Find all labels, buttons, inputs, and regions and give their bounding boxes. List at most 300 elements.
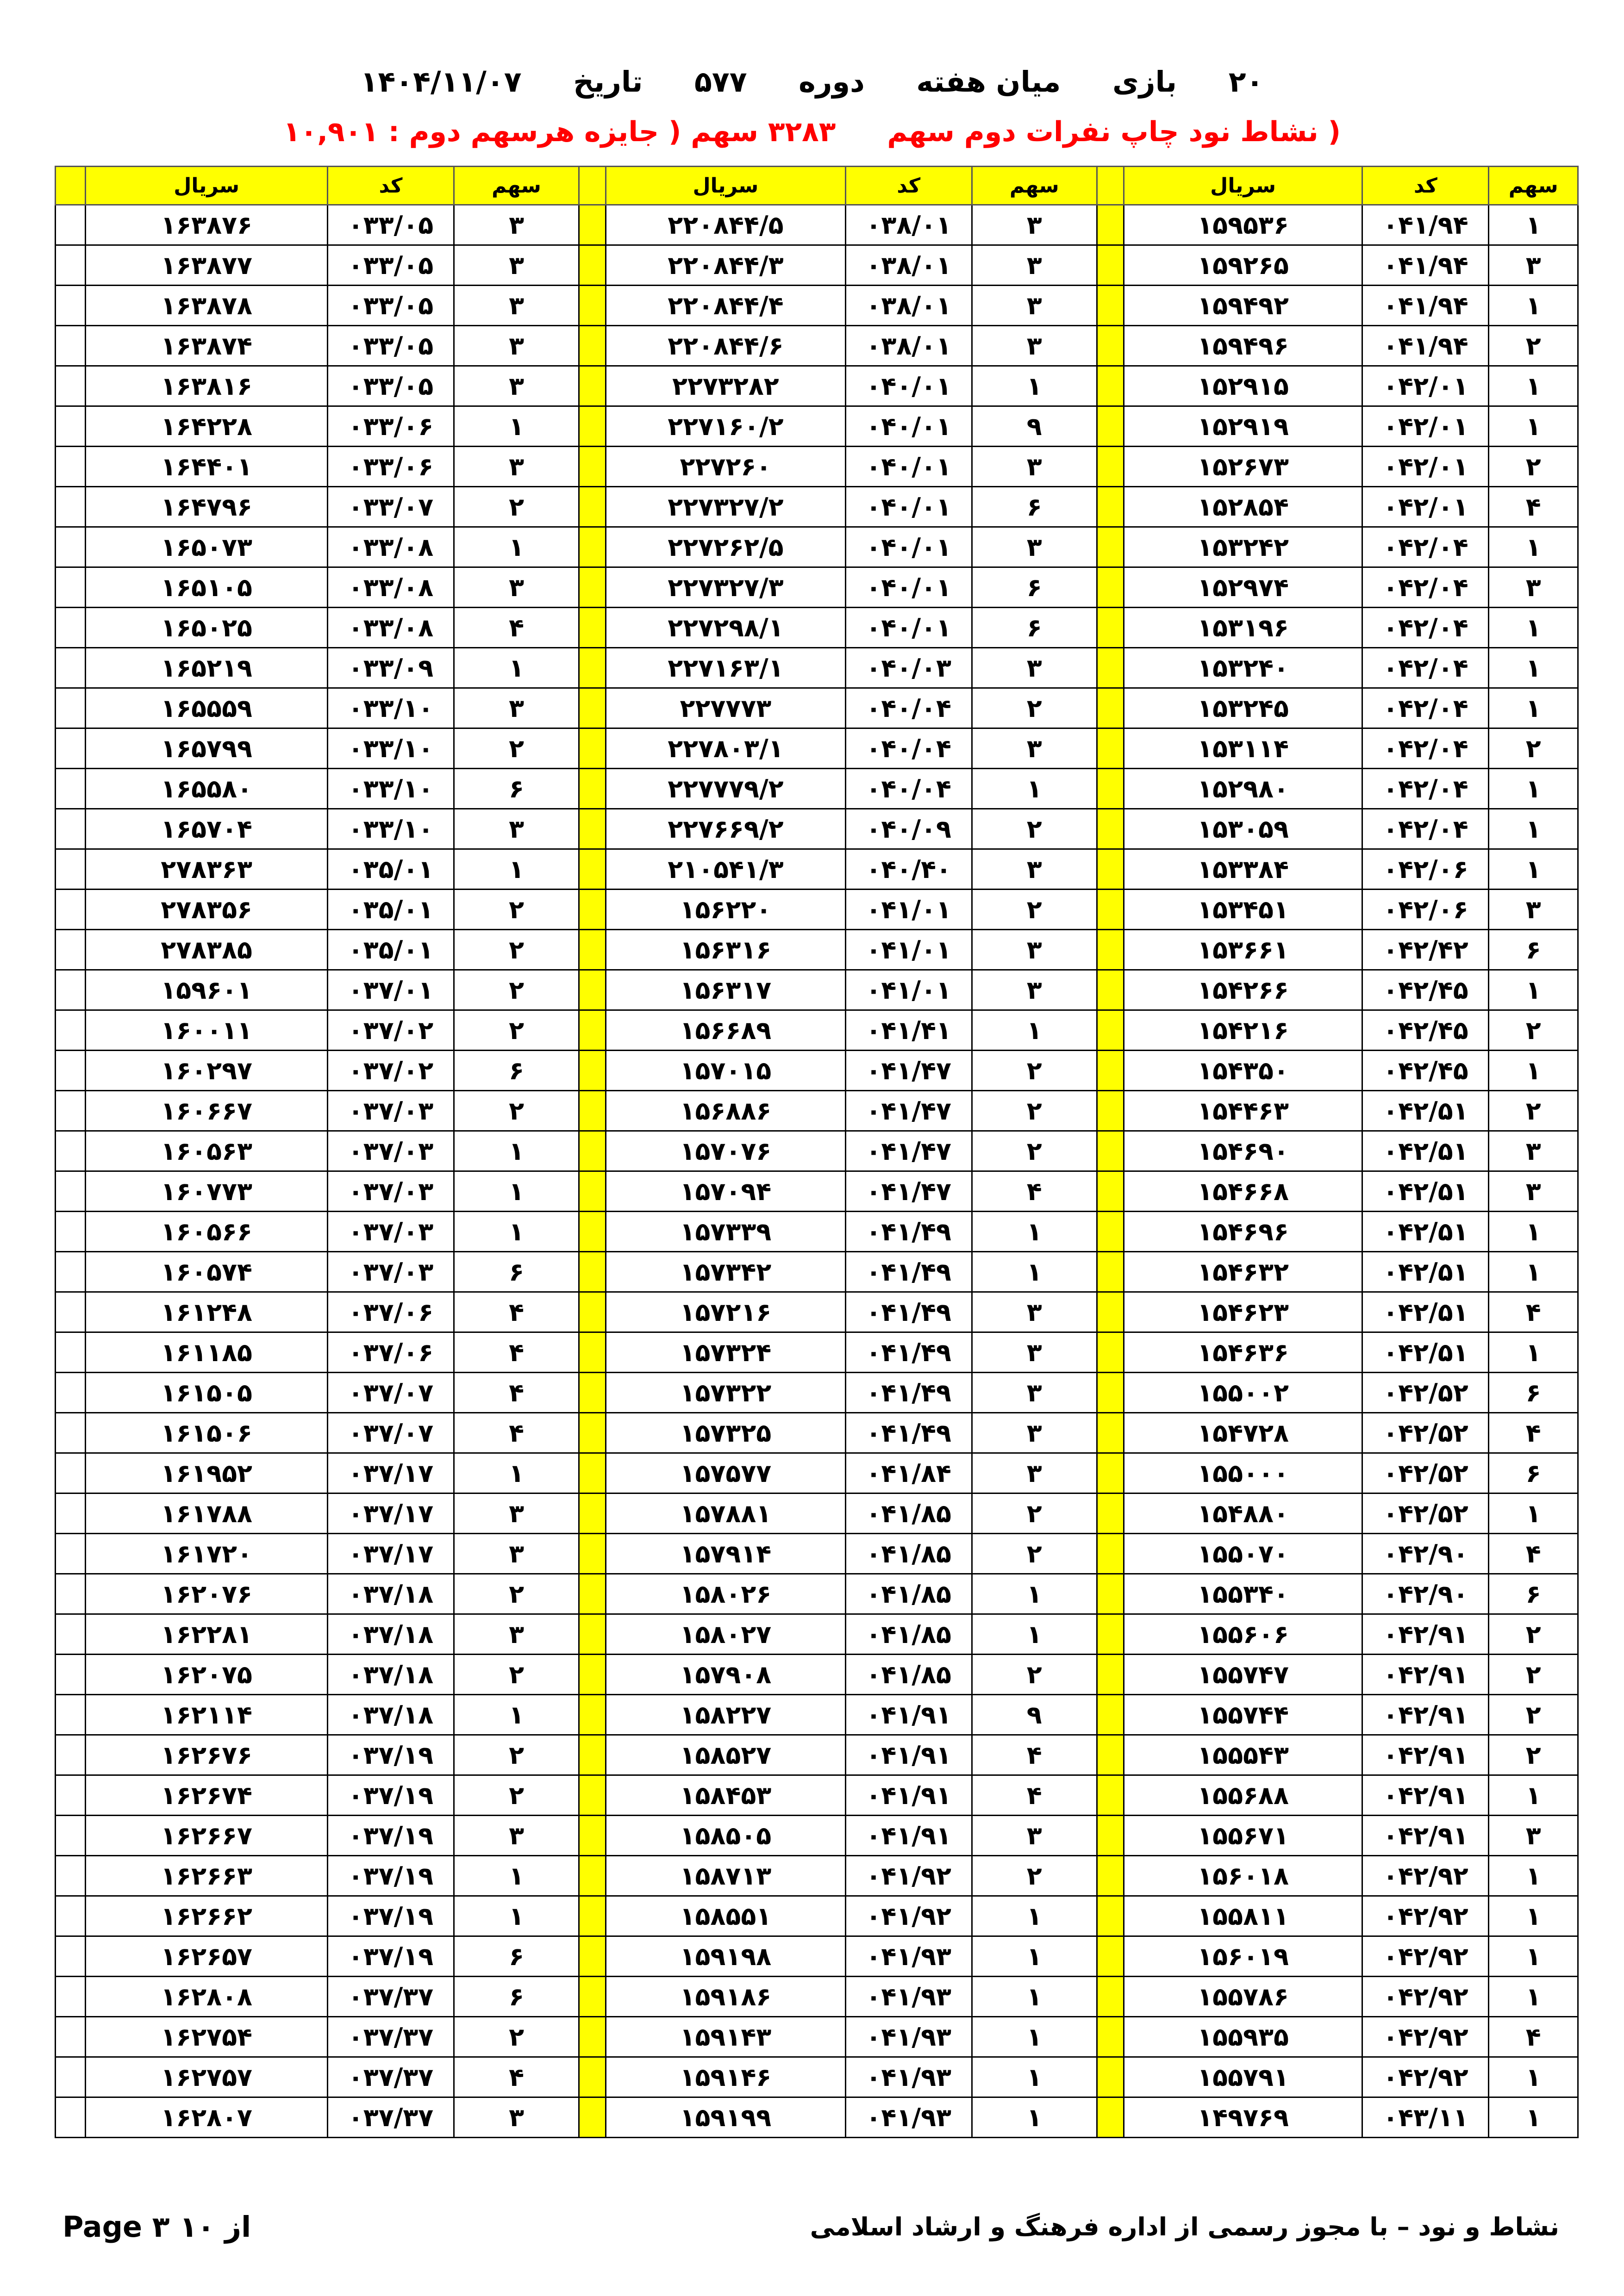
group-separator (579, 728, 606, 769)
table-row (56, 1413, 1578, 1453)
code-cell: ۰۴۲/۰۴ (1362, 608, 1489, 648)
share-cell: ۶ (972, 487, 1097, 527)
code-cell: ۰۴۲/۰۴ (1362, 527, 1489, 567)
group-separator (1097, 1292, 1124, 1332)
share-cell: ۱ (454, 527, 579, 567)
share-cell: ۱ (972, 1936, 1097, 1977)
serial-cell: ۱۵۲۹۷۴ (1124, 567, 1362, 608)
share-cell: ۳ (1489, 1131, 1578, 1171)
serial-cell: ۱۵۵۷۴۴ (1124, 1695, 1362, 1735)
serial-cell: ۲۷۸۳۵۶ (86, 890, 328, 930)
table-row (56, 1373, 1578, 1413)
code-cell: ۰۴۰/۰۹ (845, 809, 972, 849)
code-cell: ۰۴۲/۰۶ (1362, 890, 1489, 930)
date-label: تاریخ (573, 65, 643, 99)
row-spacer (56, 205, 86, 245)
code-cell: ۰۴۲/۹۱ (1362, 1614, 1489, 1655)
row-spacer (56, 1453, 86, 1493)
serial-cell: ۱۵۷۰۹۴ (606, 1171, 846, 1212)
table-header-row (56, 167, 1578, 205)
row-spacer (56, 970, 86, 1010)
serial-cell: ۱۵۷۳۲۵ (606, 1413, 846, 1453)
group-separator (579, 487, 606, 527)
share-cell: ۴ (1489, 1534, 1578, 1574)
code-cell: ۰۳۸/۰۱ (845, 205, 972, 245)
group-separator (1097, 1816, 1124, 1856)
serial-cell: ۱۵۶۸۸۶ (606, 1091, 846, 1131)
serial-cell: ۱۵۵۶۷۱ (1124, 1816, 1362, 1856)
code-cell: ۰۳۳/۰۶ (327, 406, 454, 447)
share-cell: ۳ (454, 688, 579, 728)
group-separator (1097, 1534, 1124, 1574)
row-spacer (56, 1252, 86, 1292)
share-cell: ۳ (454, 286, 579, 326)
code-cell: ۰۴۱/۹۱ (845, 1735, 972, 1775)
share-cell: ۴ (454, 1292, 579, 1332)
share-cell: ۳ (454, 447, 579, 487)
share-cell: ۱ (1489, 2097, 1578, 2138)
code-cell: ۰۳۳/۱۰ (327, 769, 454, 809)
table-row (56, 648, 1578, 688)
serial-cell: ۱۶۱۵۰۵ (86, 1373, 328, 1413)
share-cell: ۳ (1489, 567, 1578, 608)
group-separator (579, 1655, 606, 1695)
group-separator (1097, 849, 1124, 890)
code-cell: ۰۳۷/۱۹ (327, 1896, 454, 1936)
row-spacer (56, 1131, 86, 1171)
code-cell: ۰۴۲/۹۲ (1362, 1977, 1489, 2017)
group-separator (579, 1574, 606, 1614)
code-cell: ۰۴۱/۸۵ (845, 1614, 972, 1655)
group-separator (579, 2057, 606, 2097)
share-cell: ۲ (1489, 326, 1578, 366)
share-cell: ۶ (454, 1051, 579, 1091)
table-row (56, 1212, 1578, 1252)
code-cell: ۰۳۷/۳۷ (327, 2097, 454, 2138)
code-cell: ۰۴۰/۰۳ (845, 648, 972, 688)
share-cell: ۱ (1489, 527, 1578, 567)
share-cell: ۳ (972, 286, 1097, 326)
row-spacer (56, 1010, 86, 1051)
serial-cell: ۱۵۹۱۸۶ (606, 1977, 846, 2017)
code-cell: ۰۴۰/۰۱ (845, 406, 972, 447)
row-spacer (56, 1292, 86, 1332)
share-cell: ۱ (1489, 1775, 1578, 1816)
col-header-share: سهم (972, 167, 1097, 205)
code-cell: ۰۴۲/۰۴ (1362, 688, 1489, 728)
share-cell: ۱ (1489, 1977, 1578, 2017)
share-cell: ۱ (454, 849, 579, 890)
group-separator (1097, 608, 1124, 648)
serial-cell: ۱۵۷۵۷۷ (606, 1453, 846, 1493)
code-cell: ۰۴۰/۰۴ (845, 688, 972, 728)
table-row (56, 1252, 1578, 1292)
code-cell: ۰۴۰/۰۴ (845, 769, 972, 809)
code-cell: ۰۴۱/۴۷ (845, 1091, 972, 1131)
code-cell: ۰۴۰/۰۱ (845, 366, 972, 406)
game-label: بازی (1112, 65, 1177, 99)
share-cell: ۱ (454, 1453, 579, 1493)
code-cell: ۰۴۱/۹۱ (845, 1775, 972, 1816)
serial-cell: ۱۵۳۲۴۲ (1124, 527, 1362, 567)
share-cell: ۲ (972, 1856, 1097, 1896)
code-cell: ۰۳۷/۱۹ (327, 1775, 454, 1816)
group-separator (579, 1373, 606, 1413)
group-separator (1097, 1574, 1124, 1614)
code-cell: ۰۴۲/۹۱ (1362, 1775, 1489, 1816)
code-cell: ۰۴۲/۵۱ (1362, 1292, 1489, 1332)
table-row (56, 970, 1578, 1010)
serial-cell: ۱۵۲۸۵۴ (1124, 487, 1362, 527)
share-cell: ۳ (972, 1292, 1097, 1332)
share-cell: ۳ (972, 728, 1097, 769)
code-cell: ۰۳۳/۰۸ (327, 567, 454, 608)
group-separator (579, 809, 606, 849)
share-cell: ۲ (454, 728, 579, 769)
share-cell: ۱ (1489, 1493, 1578, 1534)
serial-cell: ۱۵۵۹۳۵ (1124, 2017, 1362, 2057)
group-separator (1097, 406, 1124, 447)
row-spacer (56, 406, 86, 447)
serial-cell: ۲۲۷۷۷۹/۲ (606, 769, 846, 809)
group-separator (579, 970, 606, 1010)
code-cell: ۰۴۱/۹۴ (1362, 205, 1489, 245)
serial-cell: ۱۶۱۷۲۰ (86, 1534, 328, 1574)
share-cell: ۶ (972, 567, 1097, 608)
group-separator (1097, 1091, 1124, 1131)
serial-cell: ۱۶۰۵۶۳ (86, 1131, 328, 1171)
serial-cell: ۱۵۳۲۴۵ (1124, 688, 1362, 728)
col-header-share: سهم (1489, 167, 1578, 205)
share-cell: ۱ (454, 1896, 579, 1936)
share-cell: ۱ (1489, 970, 1578, 1010)
group-separator (1097, 1735, 1124, 1775)
code-cell: ۰۳۳/۰۸ (327, 608, 454, 648)
code-cell: ۰۳۷/۱۹ (327, 1816, 454, 1856)
share-cell: ۳ (972, 1413, 1097, 1453)
share-cell: ۶ (1489, 1574, 1578, 1614)
share-cell: ۲ (454, 970, 579, 1010)
serial-cell: ۱۵۳۰۵۹ (1124, 809, 1362, 849)
share-cell: ۳ (972, 1816, 1097, 1856)
table-row (56, 1614, 1578, 1655)
code-cell: ۰۳۷/۱۷ (327, 1493, 454, 1534)
code-cell: ۰۴۲/۰۴ (1362, 567, 1489, 608)
code-cell: ۰۳۷/۱۸ (327, 1614, 454, 1655)
share-cell: ۲ (972, 1091, 1097, 1131)
serial-cell: ۱۵۹۵۳۶ (1124, 205, 1362, 245)
code-cell: ۰۴۲/۹۱ (1362, 1735, 1489, 1775)
row-spacer (56, 1936, 86, 1977)
code-cell: ۰۴۲/۴۵ (1362, 1010, 1489, 1051)
code-cell: ۰۴۲/۹۰ (1362, 1534, 1489, 1574)
row-spacer (56, 648, 86, 688)
code-cell: ۰۳۳/۰۹ (327, 648, 454, 688)
serial-cell: ۱۶۲۶۶۷ (86, 1816, 328, 1856)
share-cell: ۳ (454, 2097, 579, 2138)
serial-cell: ۱۵۷۳۲۴ (606, 1332, 846, 1373)
share-cell: ۱ (1489, 1252, 1578, 1292)
group-separator (579, 1252, 606, 1292)
table-row (56, 2057, 1578, 2097)
share-cell: ۶ (454, 1977, 579, 2017)
share-cell: ۲ (454, 1735, 579, 1775)
row-spacer (56, 1332, 86, 1373)
code-cell: ۰۴۲/۹۲ (1362, 2057, 1489, 2097)
group-separator (579, 608, 606, 648)
share-cell: ۱ (972, 366, 1097, 406)
group-separator (1097, 1332, 1124, 1373)
code-cell: ۰۴۱/۴۷ (845, 1171, 972, 1212)
share-cell: ۱ (1489, 1896, 1578, 1936)
share-cell: ۱ (972, 1574, 1097, 1614)
code-cell: ۰۴۲/۴۲ (1362, 930, 1489, 970)
share-cell: ۳ (454, 366, 579, 406)
row-spacer (56, 1655, 86, 1695)
code-cell: ۰۴۱/۴۹ (845, 1252, 972, 1292)
share-cell: ۲ (454, 1091, 579, 1131)
serial-cell: ۱۵۳۱۱۴ (1124, 728, 1362, 769)
code-cell: ۰۴۲/۰۴ (1362, 648, 1489, 688)
share-cell: ۳ (972, 970, 1097, 1010)
share-cell: ۱ (1489, 286, 1578, 326)
code-cell: ۰۴۲/۰۴ (1362, 809, 1489, 849)
code-cell: ۰۴۱/۹۳ (845, 2057, 972, 2097)
group-separator (579, 890, 606, 930)
group-separator (1097, 769, 1124, 809)
group-separator (1097, 1614, 1124, 1655)
share-cell: ۱ (454, 1212, 579, 1252)
share-cell: ۱ (454, 1695, 579, 1735)
serial-cell: ۱۵۲۹۸۰ (1124, 769, 1362, 809)
share-cell: ۶ (1489, 930, 1578, 970)
footer-license: نشاط و نود – با مجوز رسمی از اداره فرهنگ و ارشاد اسلامی (810, 2212, 1559, 2241)
row-spacer (56, 1212, 86, 1252)
code-cell: ۰۴۳/۱۱ (1362, 2097, 1489, 2138)
col-header-separator (579, 167, 606, 205)
serial-cell: ۲۲۷۲۶۲/۵ (606, 527, 846, 567)
table-row (56, 769, 1578, 809)
share-cell: ۲ (1489, 1735, 1578, 1775)
code-cell: ۰۳۳/۰۵ (327, 326, 454, 366)
serial-cell: ۱۵۷۰۱۵ (606, 1051, 846, 1091)
row-spacer (56, 2097, 86, 2138)
print-title: ( نشاط نود چاپ نفرات دوم سهم (887, 116, 1341, 148)
code-cell: ۰۳۳/۰۸ (327, 527, 454, 567)
serial-cell: ۲۲۷۳۲۷/۲ (606, 487, 846, 527)
code-cell: ۰۴۰/۰۴ (845, 728, 972, 769)
table-row (56, 849, 1578, 890)
round-label: دوره (799, 65, 865, 99)
group-separator (1097, 366, 1124, 406)
code-cell: ۰۴۰/۰۱ (845, 447, 972, 487)
col-header-code: کد (845, 167, 972, 205)
col-header-code: کد (327, 167, 454, 205)
serial-cell: ۱۵۶۳۱۶ (606, 930, 846, 970)
table-row (56, 1051, 1578, 1091)
row-spacer (56, 326, 86, 366)
code-cell: ۰۴۱/۰۱ (845, 970, 972, 1010)
code-cell: ۰۴۲/۵۲ (1362, 1373, 1489, 1413)
share-cell: ۴ (1489, 2017, 1578, 2057)
code-cell: ۰۴۲/۰۴ (1362, 769, 1489, 809)
code-cell: ۰۳۳/۰۵ (327, 286, 454, 326)
serial-cell: ۱۶۲۶۶۲ (86, 1896, 328, 1936)
serial-cell: ۱۶۳۸۷۷ (86, 245, 328, 286)
row-spacer (56, 1896, 86, 1936)
group-separator (1097, 2057, 1124, 2097)
group-separator (1097, 1051, 1124, 1091)
code-cell: ۰۴۱/۰۱ (845, 890, 972, 930)
serial-cell: ۱۵۸۵۲۷ (606, 1735, 846, 1775)
group-separator (1097, 688, 1124, 728)
serial-cell: ۱۵۵۵۴۳ (1124, 1735, 1362, 1775)
group-separator (579, 567, 606, 608)
group-separator (579, 1131, 606, 1171)
share-cell: ۱ (1489, 1936, 1578, 1977)
share-cell: ۴ (972, 1171, 1097, 1212)
code-cell: ۰۴۲/۵۱ (1362, 1091, 1489, 1131)
serial-cell: ۱۵۵۷۹۱ (1124, 2057, 1362, 2097)
group-separator (579, 447, 606, 487)
share-cell: ۲ (454, 1574, 579, 1614)
share-cell: ۳ (1489, 245, 1578, 286)
table-row (56, 2097, 1578, 2138)
code-cell: ۰۴۲/۰۱ (1362, 366, 1489, 406)
serial-cell: ۱۵۴۶۶۸ (1124, 1171, 1362, 1212)
code-cell: ۰۴۱/۴۱ (845, 1010, 972, 1051)
row-spacer (56, 1493, 86, 1534)
group-separator (1097, 527, 1124, 567)
share-cell: ۴ (972, 1735, 1097, 1775)
group-separator (1097, 970, 1124, 1010)
row-spacer (56, 728, 86, 769)
row-spacer (56, 2057, 86, 2097)
table-row (56, 1171, 1578, 1212)
table-row (56, 1453, 1578, 1493)
serial-cell: ۱۵۸۲۲۷ (606, 1695, 846, 1735)
serial-cell: ۱۵۸۴۵۳ (606, 1775, 846, 1816)
code-cell: ۰۳۷/۰۶ (327, 1292, 454, 1332)
code-cell: ۰۴۱/۰۱ (845, 930, 972, 970)
share-cell: ۲ (1489, 728, 1578, 769)
code-cell: ۰۳۷/۰۲ (327, 1010, 454, 1051)
serial-cell: ۱۶۵۰۲۵ (86, 608, 328, 648)
code-cell: ۰۴۲/۵۱ (1362, 1252, 1489, 1292)
row-spacer (56, 1695, 86, 1735)
share-cell: ۱ (972, 1010, 1097, 1051)
serial-cell: ۱۶۲۶۶۳ (86, 1856, 328, 1896)
share-cell: ۱ (1489, 809, 1578, 849)
share-cell: ۲ (972, 1051, 1097, 1091)
share-cell: ۹ (972, 1695, 1097, 1735)
serial-cell: ۱۵۴۶۹۶ (1124, 1212, 1362, 1252)
table-row (56, 447, 1578, 487)
serial-cell: ۱۶۱۵۰۶ (86, 1413, 328, 1453)
serial-cell: ۱۶۲۸۰۷ (86, 2097, 328, 2138)
serial-cell: ۱۶۲۰۷۵ (86, 1655, 328, 1695)
group-separator (1097, 1493, 1124, 1534)
code-cell: ۰۳۷/۱۹ (327, 1936, 454, 1977)
row-spacer (56, 1816, 86, 1856)
group-separator (579, 1735, 606, 1775)
share-cell: ۲ (1489, 447, 1578, 487)
table-row (56, 1534, 1578, 1574)
group-separator (1097, 1252, 1124, 1292)
share-cell: ۳ (454, 1534, 579, 1574)
code-cell: ۰۳۳/۰۷ (327, 487, 454, 527)
group-separator (1097, 1655, 1124, 1695)
group-separator (579, 1453, 606, 1493)
share-cell: ۳ (972, 205, 1097, 245)
share-cell: ۳ (454, 1816, 579, 1856)
group-separator (1097, 487, 1124, 527)
serial-cell: ۱۶۵۰۷۳ (86, 527, 328, 567)
group-separator (579, 1695, 606, 1735)
code-cell: ۰۴۱/۸۵ (845, 1655, 972, 1695)
share-cell: ۱ (972, 2057, 1097, 2097)
code-cell: ۰۴۱/۹۲ (845, 1856, 972, 1896)
table-row (56, 1775, 1578, 1816)
share-cell: ۴ (454, 1373, 579, 1413)
code-cell: ۰۳۷/۱۸ (327, 1655, 454, 1695)
table-row (56, 326, 1578, 366)
serial-cell: ۱۵۷۹۱۴ (606, 1534, 846, 1574)
table-row (56, 1695, 1578, 1735)
serial-cell: ۱۶۵۷۹۹ (86, 728, 328, 769)
row-spacer (56, 809, 86, 849)
share-cell: ۳ (972, 527, 1097, 567)
share-cell: ۱ (454, 648, 579, 688)
share-cell: ۶ (454, 1252, 579, 1292)
serial-cell: ۲۷۸۳۸۵ (86, 930, 328, 970)
code-cell: ۰۴۱/۹۱ (845, 1816, 972, 1856)
share-cell: ۱ (1489, 769, 1578, 809)
serial-cell: ۲۲۰۸۴۴/۴ (606, 286, 846, 326)
table-row (56, 688, 1578, 728)
code-cell: ۰۴۱/۸۵ (845, 1534, 972, 1574)
code-cell: ۰۴۱/۸۵ (845, 1574, 972, 1614)
table-row (56, 1896, 1578, 1936)
page-number: از ۱۰ ۳ Page (62, 2210, 251, 2244)
serial-cell: ۱۵۵۳۴۰ (1124, 1574, 1362, 1614)
table-row (56, 608, 1578, 648)
share-cell: ۳ (454, 245, 579, 286)
share-cell: ۳ (972, 1373, 1097, 1413)
col-header-spacer (56, 167, 86, 205)
table-row (56, 728, 1578, 769)
code-cell: ۰۴۱/۹۴ (1362, 326, 1489, 366)
share-cell: ۱ (1489, 366, 1578, 406)
serial-cell: ۱۵۷۹۰۸ (606, 1655, 846, 1695)
code-cell: ۰۳۳/۰۵ (327, 205, 454, 245)
table-row (56, 1655, 1578, 1695)
group-separator (579, 366, 606, 406)
row-spacer (56, 1373, 86, 1413)
serial-cell: ۱۶۴۷۹۶ (86, 487, 328, 527)
share-cell: ۱ (1489, 1212, 1578, 1252)
share-cell: ۱ (972, 2097, 1097, 2138)
code-cell: ۰۴۲/۹۲ (1362, 1896, 1489, 1936)
group-separator (579, 1856, 606, 1896)
group-separator (1097, 890, 1124, 930)
row-spacer (56, 688, 86, 728)
code-cell: ۰۴۱/۹۲ (845, 1896, 972, 1936)
row-spacer (56, 930, 86, 970)
serial-cell: ۱۵۹۱۴۶ (606, 2057, 846, 2097)
serial-cell: ۱۵۵۶۰۶ (1124, 1614, 1362, 1655)
code-cell: ۰۴۲/۰۶ (1362, 849, 1489, 890)
